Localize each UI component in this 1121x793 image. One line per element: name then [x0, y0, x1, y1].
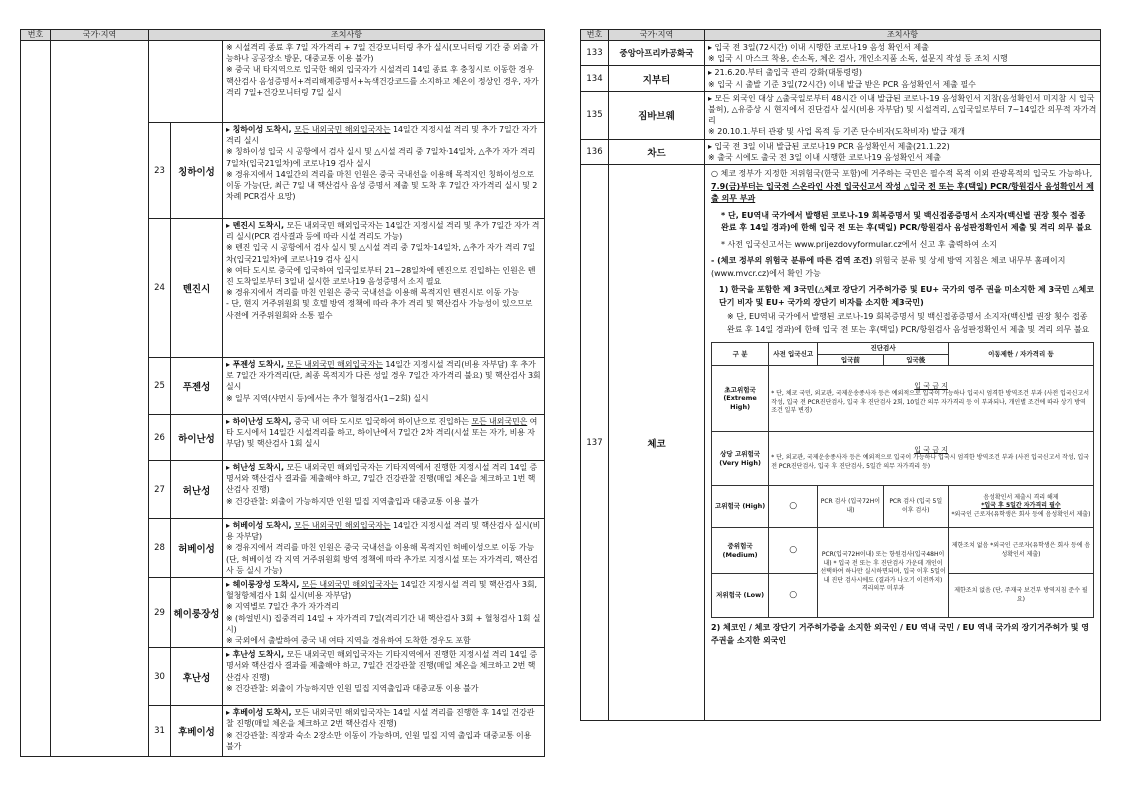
measure-line: ▸ 헤이룽장성 도착시, 모든 내외국민 해외입국자는 14일간 지정시설 격리 및 핵산검사 3회, 혈청항체검사 1회 실시(비용 자부담): [226, 580, 537, 601]
header-no: 번호: [21, 30, 51, 41]
measure-line: ※ (하얼빈시) 집중격리 14일 + 자가격리 7일(격리기간 내 핵산검사 3회 + 혈청검사 1회 실시): [226, 613, 541, 634]
row-measures: [705, 66, 1101, 91]
row-measures: [705, 91, 1101, 139]
risk-level: 중위험국 (Medium): [712, 528, 769, 574]
risk-header-after: 입국後: [883, 354, 948, 366]
row-region: 체코: [609, 165, 705, 721]
czech-measures: [705, 165, 1101, 721]
risk-level: 초고위험국 (Extreme High): [712, 366, 769, 432]
row-measures: [223, 648, 545, 706]
measure-line: ※ 여타 도시로 중국에 입국하여 입국일로부터 21~28일차에 톈진으로 진입하는 인원은 톈진 도착일로부터 3일내 실시한 코로나19 음성증명서 소지 필요: [226, 265, 536, 287]
measure-line: ※ 시설격리 종료 후 7일 자가격리 + 7일 건강모니터링 추가 실시(모니터링 기간 중 외출 가능하나 공공장소 방문, 대중교통 이용 불가): [226, 43, 539, 64]
prereg-mark: ○: [769, 528, 818, 574]
row-region: 후난성: [171, 648, 223, 706]
czech-paragraph: * 사전 입국신고서는 www.prijezdovyformular.cz에서 신고 후 출력하여 소지: [721, 239, 997, 249]
table-row: [581, 139, 1101, 164]
risk-level: 저위험국 (Low): [712, 574, 769, 618]
row-number: 28: [149, 519, 171, 578]
row-number: 26: [149, 415, 171, 461]
row-number: 133: [581, 41, 609, 66]
measure-line: ※ 출국 시에도 출국 전 3일 이내 시행한 코로나19 음성확인서 제출: [708, 153, 941, 163]
measure-line: ※ 입국 시 마스크 착용, 손소독, 체온 검사, 개인소지품 소독, 설문지 작성 등 조치 시행: [708, 54, 1008, 64]
row-measures: [223, 519, 545, 578]
measure-line: ※ 경유지에서 격리를 마친 인원은 중국 국내선을 이용해 목적지인 허베이성으로 이동 가능(단, 허베이성 각 지역 거주위원회 방역 정책에 따라 추가로 지정시설 또는 자가격리, 핵산검사 등 실시 가능): [226, 543, 538, 575]
czech-paragraph: 2) 체코인 / 체코 장단기 거주허가증을 소지한 외국인 / EU 역내 국민 / EU 역내 국가의 장기거주허가 및 영주권을 소지한 외국인: [711, 623, 1089, 645]
row-measures: [223, 219, 545, 358]
table-row: [581, 165, 1101, 721]
right-measures-table: [580, 29, 1101, 721]
measure-line: ※ 톈진 입국 시 공항에서 검사 실시 및 △시설 격리 중 7일차·14일차, △추가 자가 격리 7일차(입국21일차)에 코로나19 검사 실시: [226, 243, 536, 264]
restriction: 음성확인서 제출시 격리 해제 *입국 후 5일간 자가격리 필수 *외국인 근로자(유학생은 회사 등에 음성확인서 제출): [948, 486, 1093, 528]
row-region: 후베이성: [171, 706, 223, 757]
measure-line: ▸ 허베이성 도착시, 모든 내외국민 해외입국자는 14일간 지정시설 격리 및 핵산검사 실시(비용 자부담): [226, 521, 541, 542]
row-number: 136: [581, 139, 609, 164]
row-number: 27: [149, 461, 171, 519]
measure-line: ※ 건강관찰: 외출이 가능하지만 인원 밀집 지역출입과 대중교통 이용 불가: [226, 683, 479, 693]
measure-line: ※ 20.10.1.부터 관광 및 사업 목적 등 기존 단수비자(도착비자) 발급 재개: [708, 127, 965, 137]
measure-line: ▸ 푸젠성 도착시, 모든 내외국민 해외입국자는 14일간 지정시설 격리(비용 자부담) 후 추가로 7일간 자가격리(단, 최종 목적지가 다른 성일 경우 7일간 자가격리 불요) 및 핵산검사 3회 실시: [226, 360, 541, 392]
restriction: 제한조치 없음 *외국인 근로자(유학생은 회사 등에 음성확인서 제출): [948, 528, 1093, 574]
risk-level-table: [711, 342, 1094, 618]
row-measures: [223, 415, 545, 461]
row-region: 지부티: [609, 66, 705, 91]
measure-line: ▸ 입국 전 3일(72시간) 이내 시행한 코로나19 음성 확인서 제출: [708, 43, 929, 52]
measure-line: ▸ 21.6.20.부터 출입국 관리 강화(대통령령): [708, 68, 862, 78]
row-number: 23: [149, 123, 171, 219]
czech-paragraph: 1) 한국을 포함한 제 3국민(△체코 장단기 거주허가증 및 EU+ 국가의 영주 권을 미소지한 제 3국민 △체코 단기 비자 및 EU+ 국가의 장단기 비자를 소지한 제3국민): [719, 285, 1094, 307]
measure-line: ※ 중국 내 타지역으로 입국한 해외 입국자가 시설격리 14일 종료 후 충칭시로 이동한 경우 핵산검사 음성증명서+격리해제증명서+녹색건강코드를 소지하고 체온이 정상인 경우, 자가격리 7일+건강모니터링 7일 실시: [226, 65, 539, 97]
left-table-header: [21, 30, 545, 41]
measure-line: ※ 국외에서 출발하여 중국 내 여타 지역을 경유하여 도착한 경우도 포함: [226, 636, 471, 646]
measure-line: - 단, 현지 거주위원회 및 호텔 방역 정책에 따라 추가 격리 및 핵산검사 가능성이 있으므로 사전에 거주위원회와 소통 필수: [226, 299, 533, 320]
header-measures: 조치사항: [149, 30, 545, 41]
row-region: 허베이성: [171, 519, 223, 578]
row-measures: [705, 139, 1101, 164]
row-measures: [223, 706, 545, 757]
row-measures: [223, 461, 545, 519]
right-table-header: [581, 30, 1101, 41]
measure-line: ▸ 톈진시 도착시, 모든 내외국민 해외입국자는 14일간 지정시설 격리 및 추가 7일간 자가 격리 실시(PCR 검사결과 등에 따라 시설 격리도 가능): [226, 221, 540, 242]
row-region: 차드: [609, 139, 705, 164]
header-region: 국가·지역: [609, 30, 705, 41]
row-number: 134: [581, 66, 609, 91]
row-number: 25: [149, 358, 171, 415]
row-number: 29: [149, 578, 171, 648]
risk-header-test: 진단검사: [818, 343, 949, 355]
header-no: 번호: [581, 30, 609, 41]
table-row: [21, 41, 545, 123]
row-region: 톈진시: [171, 219, 223, 358]
measure-line: ▸ 칭하이성 도착시, 모든 내외국민 해외입국자는 14일간 지정시설 격리 및 추가 7일간 자가 격리 실시: [226, 125, 537, 146]
risk-row: [712, 528, 1094, 574]
measure-line: ▸ 허난성 도착시, 모든 내외국민 해외입국자는 기타지역에서 진행한 지정시설 격리 14일 증명서와 핵산검사 결과를 제출해야 하고, 7일간 건강관찰 진행(매일 체온을 체크하고 1번 핵산검사 진행): [226, 463, 538, 495]
row-region: 허난성: [171, 461, 223, 519]
measure-line: ▸ 모든 외국인 대상 △출국일로부터 48시간 이내 발급된 코로나-19 음성확인서 지참(음성확인서 미지참 시 입국 불허), △유증상 시 현지에서 진단검사 실시(비용 자부담) 및 시설격리, △입국일로부터 7~14일간 의무적 자가격리: [708, 93, 1097, 126]
row-region: 칭하이성: [171, 123, 223, 219]
measure-line: ※ 건강관찰: 직장과 숙소 2장소만 이동이 가능하며, 인원 밀집 지역 출입과 대중교통 이용 불가: [226, 730, 532, 751]
measure-line: ▸ 후베이성 도착시, 모든 내외국민 해외입국자는 14일 시설 격리를 진행한 후 14일 건강관찰 진행(매일 체온을 체크하고 2번 핵산검사 진행): [226, 708, 535, 729]
czech-paragraph: * 단, EU역내 국가에서 발행된 코로나-19 회복증명서 및 백신접종증명서 소지자(백신별 권장 횟수 접종 완료 후 14일 경과)에 한해 입국 전 또는 후(택일) PCR/항원검사 음성판정확인서 제출 및 격리 의무 불요: [721, 210, 1092, 233]
risk-level: 고위험국 (High): [712, 486, 769, 528]
risk-header-class: 구 분: [712, 343, 769, 366]
risk-ban: 입 국 금 지 * 단, 체코 국민, 외교관, 국제운송종사자 등은 예외적으로 입국이 가능하나 입국시 엄격한 방역조건 부과 (사전 입국신고서 작성, 입국 전 PCR진단검사, 입국 후 진단검사 2회, 10일간 의무 자가격리 등 이 부과되나, 개인별 조건에 따라 상기 방역조건 일부 변경): [769, 366, 1094, 432]
measure-line: ▸ 하이난성 도착시, 중국 내 여타 도시로 입국하여 하이난으로 진입하는 모든 내외국민은 여타 도시에서 14일간 시설격리를 하고, 하이난에서 7일간 2차 격리(시설 또는 자가, 비용 자부담) 및 핵산검사 1회 실시: [226, 417, 538, 449]
row-region: 짐바브웨: [609, 91, 705, 139]
header-region: 국가·지역: [51, 30, 149, 41]
row-region: 중앙아프리카공화국: [609, 41, 705, 66]
row-measures: [705, 41, 1101, 66]
row-region: 헤이룽장성: [171, 578, 223, 648]
measure-line: ※ 칭하이성 입국 시 공항에서 검사 실시 및 △시설 격리 중 7일차·14일차, △추가 자가 격리 7일차(입국21일차)에 코로나19 검사 실시: [226, 147, 536, 168]
row-number: 135: [581, 91, 609, 139]
risk-row: [712, 486, 1094, 528]
measure-line: ※ 일부 지역(샤먼시 등)에서는 추가 혈청검사(1~2회) 실시: [226, 393, 429, 403]
measure-line: ▸ 후난성 도착시, 모든 내외국민 해외입국자는 기타지역에서 진행한 지정시설 격리 14일 증명서와 핵산검사 결과를 제출해야 하고, 7일간 건강관찰 진행(매일 체온을 체크하고 2번 핵산검사 진행): [226, 650, 538, 682]
czech-paragraph: - (체코 정부의 위험국 분류에 따른 검역 조건) 위험국 분류 및 상세 방역 지침은 체코 내무부 홈페이지(www.mvcr.cz)에서 확인 가능: [711, 256, 1066, 278]
measure-line: ※ 건강관찰: 외출이 가능하지만 인원 밀집 지역출입과 대중교통 이용 불가: [226, 496, 479, 506]
row-region: 하이난성: [171, 415, 223, 461]
table-row: [581, 66, 1101, 91]
czech-paragraph: ※ 단, EU역내 국가에서 발행된 코로나-19 회복증명서 및 백신접종증명서 소지자(백신별 권장 횟수 접종 완료 후 14일 경과)에 한해 입국 전 또는 후(택일) PCR/항원검사 음성판정확인서 제출 및 격리 의무 불요: [727, 312, 1090, 334]
row-number: 137: [581, 165, 609, 721]
row-number: 30: [149, 648, 171, 706]
risk-header-before: 입국前: [818, 354, 883, 366]
measure-line: ▸ 입국 전 3일 이내 발급된 코로나19 PCR 음성확인서 제출(21.1.22): [708, 141, 950, 151]
row-measures: [223, 41, 545, 123]
row-measures: [223, 578, 545, 648]
test-after: PCR 검사 (입국 5일 이후 검사): [883, 486, 948, 528]
header-measures: 조치사항: [705, 30, 1101, 41]
test-before: PCR 검사 (입국72H이내): [818, 486, 883, 528]
risk-row: [712, 432, 1094, 486]
test-combined: PCR(입국72H이내) 또는 항원검사(입국48H이내) * 입국 전 또는 후 진단검사 가운데 개인이 선택하여 하나만 실시하면되며, 입국 이후 5일이내 진단 검사시에도 (결과가 나오기 이전까지) 격리의무 미부과: [818, 528, 949, 618]
prereg-mark: ○: [769, 486, 818, 528]
row-number: 24: [149, 219, 171, 358]
restriction: 제한조치 없음 (단, 주재국 보건부 방역지침 준수 필요): [948, 574, 1093, 618]
measure-line: ※ 지역별로 7일간 추가 자가격리: [226, 602, 339, 612]
measure-line: ※ 경유지에서 격리를 마친 인원은 중국 국내선을 이용해 목적지인 톈진시로 이동 가능: [226, 288, 519, 298]
risk-ban: 입 국 금 지 * 단, 외교관, 국제운송종사자 등은 예외적으로 입국이 가능하나 입국시 엄격한 방역조건 부과 (사전 입국신고서 작성, 입국 전 PCR진단검사, 입국 후 진단검사, 5일간 의무 자가격리 등): [769, 432, 1094, 486]
czech-paragraph: ○ 체코 정부가 지정한 저위험국(한국 포함)에 거주하는 국민은 필수적 목적 이외 관광목적의 입국도 가능하나, 7.9(금)부터는 입국전 스온라인 사전 입국신고서 작성 △입국 전 또는 후(택일) PCR/항원검사 음성확인서 제출 의무 부과: [711, 169, 1094, 204]
row-measures: [223, 358, 545, 415]
table-row: [581, 41, 1101, 66]
risk-header-prereg: 사전 입국신고: [769, 343, 818, 366]
risk-header-restrict: 이동제한 / 자가격리 등: [948, 343, 1093, 366]
left-measures-table: [20, 29, 545, 757]
risk-level: 상당 고위험국 (Very High): [712, 432, 769, 486]
prereg-mark: ○: [769, 574, 818, 618]
table-row: [581, 91, 1101, 139]
row-measures: [223, 123, 545, 219]
row-number: 31: [149, 706, 171, 757]
measure-line: ※ 경유지에서 14일간의 격리를 마친 인원은 중국 국내선을 이용해 목적지인 칭하이성으로 이동 가능(단, 최근 7일 내 핵산검사 음성 증명서 제출 및 도착 후 7일간 자가격리 실시 및 2차례 PCR검사 요망): [226, 169, 538, 202]
measure-line: ※ 입국 시 출발 기준 3일(72시간) 이내 발급 받은 PCR 음성확인서 제출 필수: [708, 79, 976, 89]
risk-row: [712, 366, 1094, 432]
row-region: 푸젠성: [171, 358, 223, 415]
